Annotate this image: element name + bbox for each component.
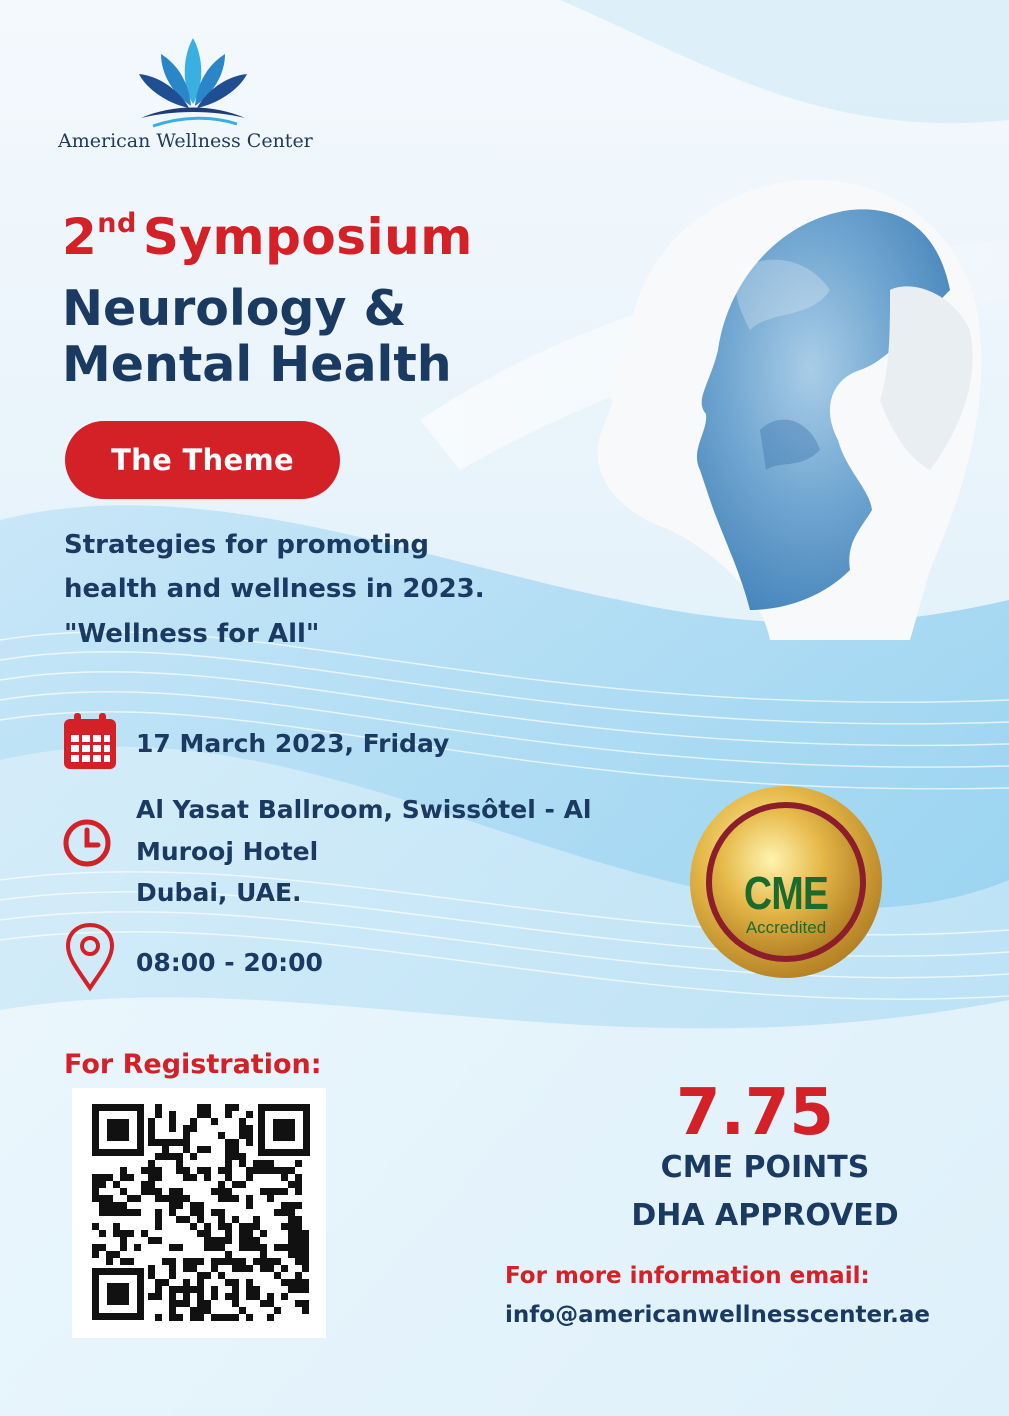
clock-icon — [62, 818, 112, 868]
tagline-line-2: health and wellness in 2023. — [64, 574, 485, 604]
qr-code-icon — [72, 1088, 326, 1338]
venue-line-3: Dubai, UAE. — [136, 878, 302, 907]
registration-qr-code[interactable] — [72, 1088, 326, 1338]
tagline-line-3: "Wellness for All" — [64, 619, 320, 649]
seal-sub-text: Accredited — [745, 918, 827, 937]
organization-name: American Wellness Center — [58, 130, 313, 152]
dha-approval: DHA APPROVED — [631, 1198, 899, 1233]
contact-email-link[interactable]: info@americanwellnesscenter.ae — [505, 1302, 930, 1328]
ordinal-suffix: nd — [97, 208, 137, 239]
ordinal-number: 2 — [62, 208, 98, 266]
theme-button[interactable]: The Theme — [65, 421, 340, 499]
tagline-line-1: Strategies for promoting — [64, 530, 430, 560]
venue-line-2: Murooj Hotel — [136, 837, 319, 866]
event-type: Symposium — [142, 208, 473, 266]
venue-line-1: Al Yasat Ballroom, Swissôtel - Al — [136, 795, 592, 824]
event-time: 08:00 - 20:00 — [136, 948, 323, 977]
seal-main-text: CME — [743, 867, 829, 919]
location-pin-icon — [64, 922, 116, 992]
subject-line-2: Mental Health — [62, 336, 452, 393]
contact-label: For more information email: — [505, 1263, 870, 1289]
head-profile-illustration — [590, 170, 990, 640]
calendar-icon — [62, 711, 118, 771]
cme-points-value: 7.75 — [676, 1076, 834, 1150]
symposium-title — [62, 208, 473, 266]
subject-line-1: Neurology & — [62, 280, 407, 337]
cme-points-label: CME POINTS — [660, 1150, 870, 1185]
registration-label: For Registration: — [64, 1049, 322, 1080]
event-date: 17 March 2023, Friday — [136, 729, 450, 758]
lotus-icon — [133, 34, 253, 130]
organization-logo — [58, 34, 328, 164]
